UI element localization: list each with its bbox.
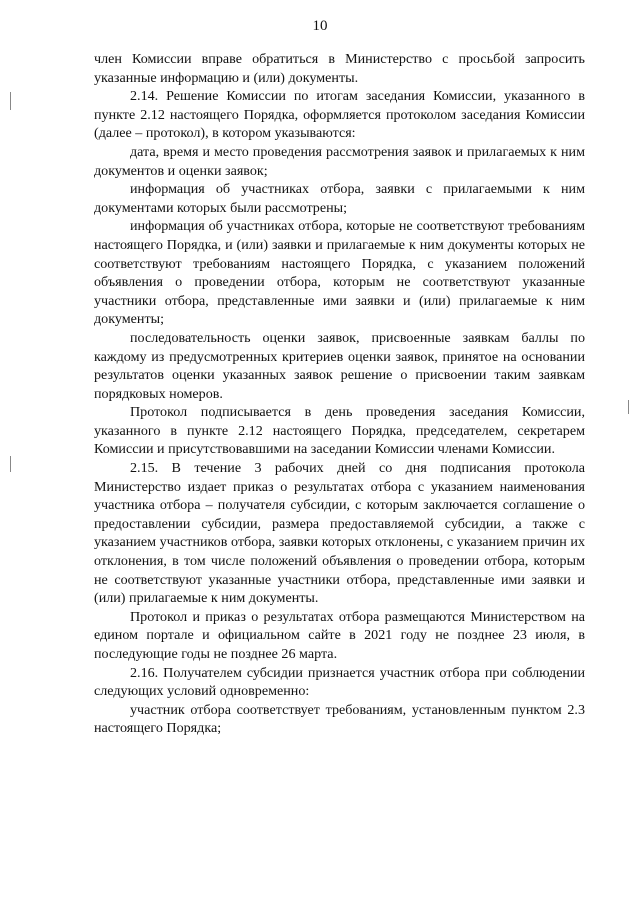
scan-margin-mark xyxy=(10,92,11,110)
paragraph-condition-requirements: участник отбора соответствует требованиям, установленным пунктом 2.3 настоящего Порядка; xyxy=(94,701,585,737)
paragraph-2-14: 2.14. Решение Комиссии по итогам заседания Комиссии, указанного в пункте 2.12 настоящего Порядка, оформляется протоколом заседания Комиссии (далее – протокол), в котором указываются: xyxy=(94,88,585,142)
paragraph-list-item-participants: информация об участниках отбора, заявки с прилагаемыми к ним документами которых были рассмотрены; xyxy=(94,181,585,216)
paragraph-2-16: 2.16. Получателем субсидии признается участник отбора при соблюдении следующих условий одновременно: xyxy=(94,664,585,700)
paragraph-2-15: 2.15. В течение 3 рабочих дней со дня подписания протокола Министерство издает приказ о результатах отбора с указанием наименования участника отбора – получателя субсидии, с которым заключается соглашение о предоставлении субсидии, размера предоставляемой субсидии, а также с указанием участников отбора, заявки которых отклонены, с указанием причин их отклонения, в том числе положений объявления о проведении отбора, которым не соответствуют указанные участники отбора, представленные ими заявки и (или) прилагаемые к ним документы. xyxy=(94,460,585,607)
paragraph-list-item-scoring: последовательность оценки заявок, присвоенные заявкам баллы по каждому из предусмотренных критериев оценки заявок, принятое на основании результатов оценки указанных заявок решение о присвоении таким заявкам порядковых номеров. xyxy=(94,329,585,402)
scan-margin-mark xyxy=(10,456,11,472)
paragraph-list-item-nonconforming: информация об участниках отбора, которые не соответствуют требованиям настоящего Порядка, и (или) заявки и прилагаемые к ним документы которых не соответствуют требованиям настоящего Порядка, с указанием положений объявления о проведении отбора, которым не соответствуют указанные участники отбора, представленные ими заявки и (или) прилагаемые к ним документы; xyxy=(94,218,585,328)
page-number: 10 xyxy=(312,18,328,34)
paragraph-publication: Протокол и приказ о результатах отбора размещаются Министерством на едином портале и официальном сайте в 2021 году не позднее 23 июля, в последующие годы не позднее 26 марта. xyxy=(94,608,585,662)
document-body xyxy=(94,50,585,738)
scan-margin-mark xyxy=(628,400,629,414)
paragraph-protocol-signing: Протокол подписывается в день проведения заседания Комиссии, указанного в пункте 2.12 настоящего Порядка, председателем, секретарем Комиссии и присутствовавшими на заседании Комиссии членами Комиссии. xyxy=(94,404,585,458)
paragraph-continuation: член Комиссии вправе обратиться в Министерство с просьбой запросить указанные информацию и (или) документы. xyxy=(94,51,585,86)
paragraph-list-item-date: дата, время и место проведения рассмотрения заявок и прилагаемых к ним документов и оценки заявок; xyxy=(94,143,585,179)
